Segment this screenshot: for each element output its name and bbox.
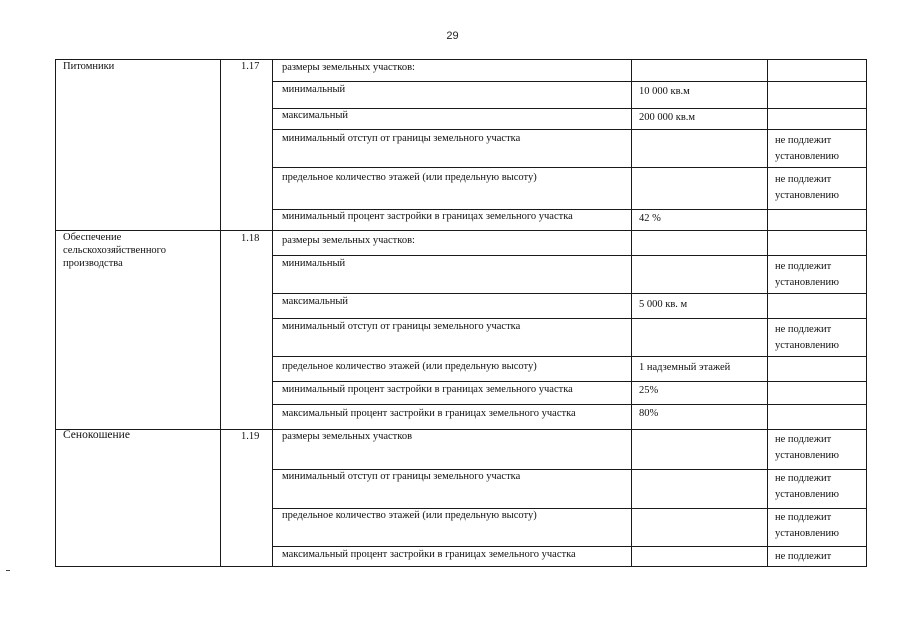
param-label: размеры земельных участков: <box>282 62 415 73</box>
regulations-table <box>55 59 867 567</box>
row-divider <box>272 167 867 168</box>
section-divider <box>55 429 867 430</box>
param-label: минимальный отступ от границы земельного участка <box>282 133 521 144</box>
row-divider <box>272 356 867 357</box>
row-divider <box>272 404 867 405</box>
param-label: максимальный процент застройки в границах земельного участка <box>282 408 576 419</box>
param-label: минимальный процент застройки в границах земельного участка <box>282 211 573 222</box>
table-border-left <box>55 59 56 567</box>
param-note: не подлежит <box>775 551 832 562</box>
row-divider <box>272 108 867 109</box>
column-divider <box>631 59 632 567</box>
param-value: 1 надземный этажей <box>639 362 731 373</box>
table-border-bottom <box>55 566 867 567</box>
scan-mark <box>6 570 10 571</box>
param-note: не подлежит установлению <box>775 324 839 351</box>
param-value: 10 000 кв.м <box>639 86 690 97</box>
param-note: не подлежит установлению <box>775 473 839 500</box>
param-label: минимальный отступ от границы земельного участка <box>282 471 521 482</box>
param-label: размеры земельных участков: <box>282 235 415 246</box>
section-name: Сенокошение <box>63 429 130 441</box>
param-label: максимальный процент застройки в границах земельного участка <box>282 549 576 560</box>
param-note: не подлежит установлению <box>775 135 839 162</box>
param-value: 80% <box>639 408 659 419</box>
column-divider <box>767 59 768 567</box>
row-divider <box>272 293 867 294</box>
row-divider <box>272 255 867 256</box>
section-name: Обеспечение сельскохозяйственного производства <box>63 232 166 269</box>
param-value: 5 000 кв. м <box>639 299 688 310</box>
param-value: 25% <box>639 385 659 396</box>
param-note: не подлежит установлению <box>775 261 839 288</box>
param-label: предельное количество этажей (или предельную высоту) <box>282 172 537 183</box>
page-number: 29 <box>446 30 459 42</box>
section-code: 1.18 <box>241 233 260 244</box>
param-label: минимальный <box>282 84 346 95</box>
section-code: 1.19 <box>241 431 260 442</box>
param-label: размеры земельных участков <box>282 431 413 442</box>
section-code: 1.17 <box>241 61 260 72</box>
param-label: минимальный процент застройки в границах земельного участка <box>282 384 573 395</box>
row-divider <box>272 129 867 130</box>
section-name: Питомники <box>63 61 115 72</box>
table-border-right <box>866 59 867 567</box>
param-label: минимальный <box>282 258 346 269</box>
param-value: 200 000 кв.м <box>639 112 696 123</box>
param-label: максимальный <box>282 110 348 121</box>
param-note: не подлежит установлению <box>775 434 839 461</box>
param-label: минимальный отступ от границы земельного участка <box>282 321 521 332</box>
column-divider <box>272 59 273 567</box>
param-label: предельное количество этажей (или предельную высоту) <box>282 510 537 521</box>
param-label: максимальный <box>282 296 348 307</box>
row-divider <box>272 81 867 82</box>
table-border-top <box>55 59 867 60</box>
param-note: не подлежит установлению <box>775 174 839 201</box>
column-divider <box>220 59 221 567</box>
param-label: предельное количество этажей (или предельную высоту) <box>282 361 537 372</box>
param-value: 42 % <box>639 213 661 224</box>
param-note: не подлежит установлению <box>775 512 839 539</box>
